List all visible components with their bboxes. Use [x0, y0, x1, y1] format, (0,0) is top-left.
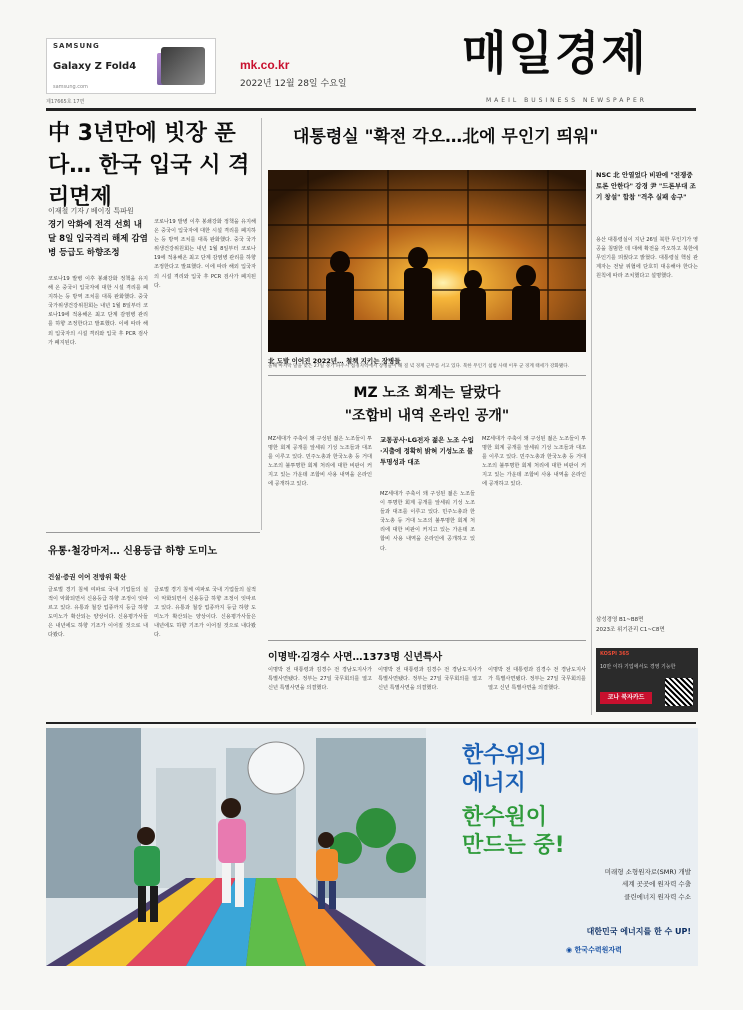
bottom-rule — [46, 722, 696, 724]
phone-image-icon — [161, 47, 205, 85]
photo-caption-title: 北 도발 이어진 2022년… 철책 지키는 장병들 — [268, 357, 401, 365]
khnp-logo[interactable] — [566, 945, 622, 955]
lower-left-body-1: 글로벌 경기 침체 여파로 국내 기업들의 실적이 악화되면서 신용등급 하향 조정이 잇따르고 있다. 유통과 철강 업종까지 등급 하향 도미노가 확산되는 양상이다. 신용평가사들은 내년에도 하향 기조가 이어질 것으로 내다봤다. — [48, 587, 148, 639]
left-story-subhead: 경기 악화에 전격 선회 내달 8일 입국격리 해제 감염병 등급도 하향조정 — [48, 220, 148, 259]
mz-story-headline-2[interactable]: "조합비 내역 온라인 공개" — [344, 408, 510, 424]
lower-left-subhead: 건설·증권 이어 전방위 확산 — [48, 573, 127, 581]
divider — [46, 532, 260, 533]
newspaper-logo: 매일경제 — [462, 26, 648, 80]
ad-photo-svg — [46, 728, 426, 966]
mz-story-body-3: MZ세대가 주축이 돼 구성된 젊은 노조들이 투명한 회계 공개를 앞세워 기성 노조들과 대조를 이루고 있다. 민주노총과 한국노총 등 거대 노조의 불투명한 회계 처리에 대한 비판이 커지고 있는 가운데 조합비 사용 내역을 온라인에 공개하고 있다. — [482, 436, 586, 488]
ad-list — [466, 866, 691, 903]
khnp-logo-text: 한국수력원자력 — [574, 946, 622, 954]
divider — [268, 640, 586, 641]
mz-story-body-1: MZ세대가 주축이 돼 구성된 젊은 노조들이 투명한 회계 공개를 앞세워 기성 노조들과 대조를 이루고 있다. 민주노총과 한국노총 등 거대 노조의 불투명한 회계 처리에 대한 비판이 커지고 있는 가운데 조합비 사용 내역을 온라인에 공개하고 있다. — [268, 436, 372, 488]
khnp-logo-icon: ◉ — [566, 946, 575, 954]
newspaper-logo-sub: MAEIL BUSINESS NEWSPAPER — [486, 97, 647, 104]
lower-center-body-2: 이명박 전 대통령과 김경수 전 경남도지사가 특별사면됐다. 정부는 27일 국무회의를 열고 신년 특별사면을 의결했다. — [378, 667, 482, 692]
section-credits — [596, 615, 698, 636]
samsung-ad[interactable] — [46, 38, 216, 94]
issue-date: 2022년 12월 28일 수요일 — [240, 79, 347, 89]
credit-line-2: 2023조 위기관리 C1~C8면 — [596, 627, 665, 634]
ad-headline-3: 한수원이 — [462, 805, 548, 830]
left-story-body-2: 코로나19 발병 이후 봉쇄강화 정책을 유지해 온 중국이 입국자에 대한 시설 격리를 폐지하는 등 방역 조치를 대폭 완화했다. 중국 국가위생건강위원회는 내년 1월 8일부터 코로나19에 적용해온 최고 단계 감염병 관리를 하향 조정한다고 발표했다. 이에 따라 해외 입국자의 시설 격리와 입국 후 PCR 검사가 폐지된다. — [154, 219, 256, 289]
mz-story-subhead: 교통공사·LG전자 젊은 노조 수입·지출에 정확히 밝혀 기성노조 불투명성과 대조 — [380, 436, 475, 467]
left-story-byline: 이재철 기자 / 베이징 특파원 — [48, 207, 134, 215]
kosdaq-button[interactable]: 코나 북자카드 — [600, 692, 652, 704]
kosdaq-text: 10만 이하 기업에서도 경영 기능한 — [600, 664, 676, 670]
left-story-headline[interactable]: 中 3년만에 빗장 푼다… 한국 입국 시 격리면제 — [48, 121, 250, 210]
sunset-photo-svg — [268, 170, 586, 352]
divider — [261, 118, 262, 530]
photo-caption: 올해 마지막 달을 맞은 27일 경기 파주시 접경지역에서 장병들이 해 질 녘 경계 근무를 서고 있다. 북한 무인기 침범 사태 이후 군 경계 태세가 강화됐다. — [268, 364, 570, 369]
credit-line-1: 삼성경영 B1~B8면 — [596, 617, 644, 623]
site-url[interactable]: mk.co.kr — [240, 58, 290, 72]
lower-center-body-3: 이명박 전 대통령과 김경수 전 경남도지사가 특별사면됐다. 정부는 27일 국무회의를 열고 신년 특별사면을 의결했다. — [488, 667, 586, 692]
divider — [268, 375, 586, 376]
ad-headline-1: 한수위의 — [462, 743, 548, 768]
right-column-body: 용산 대통령실이 지난 26일 북한 무인기가 영공을 침범한 데 대해 확전을 각오하고 북한에 무인기를 띄웠다고 밝혔다. 대통령실 핵심 관계자는 전날 위협에 단호히 대응해야 한다는 원칙에 따라 조치했다고 설명했다. — [596, 237, 698, 280]
ad-list-item: 클린에너지 원자력 수소 — [624, 892, 691, 901]
ad-model: Galaxy Z Fold4 — [53, 61, 137, 72]
lower-center-headline[interactable]: 이명박·김경수 사면…1373명 신년특사 — [268, 652, 443, 663]
center-story-headline[interactable]: 대통령실 "확전 각오…北에 무인기 띄워" — [293, 127, 599, 147]
kosdaq-ad[interactable] — [596, 648, 698, 712]
ad-headline-2: 에너지 — [462, 771, 526, 796]
ad-photo — [46, 728, 426, 966]
left-story-body-1: 코로나19 발병 이후 봉쇄강화 정책을 유지해 온 중국이 입국자에 대한 시설 격리를 폐지하는 등 방역 조치를 대폭 완화했다. 중국 국가위생건강위원회는 내년 1월 8일부터 코로나19에 적용해온 최고 단계 감염병 관리를 하향 조정한다고 발표했다. 이에 따라 해외 입국자의 시설 격리와 입국 후 PCR 검사가 폐지된다. — [48, 276, 148, 346]
border-guard-photo[interactable] — [268, 170, 586, 352]
ad-list-item: 세계 곳곳에 원자력 수출 — [622, 880, 691, 889]
ad-site: samsung.com — [53, 84, 88, 90]
qr-code-icon[interactable] — [665, 678, 693, 706]
masthead-rule — [46, 108, 696, 111]
issue-line: 제17665호 17면 — [46, 99, 85, 105]
mz-story-headline-1[interactable]: MZ 노조 회계는 달랐다 — [353, 385, 501, 401]
ad-headline-4: 만드는 중! — [462, 833, 565, 858]
kosdaq-tag: KOSPI 365 — [600, 651, 630, 657]
ad-brand: SAMSUNG — [53, 42, 100, 50]
divider — [591, 170, 592, 715]
ad-list-item: 미래형 소형원자로(SMR) 개발 — [604, 868, 691, 876]
ad-tagline: 대한민국 에너지를 한 수 UP! — [586, 927, 691, 936]
lower-left-body-2: 글로벌 경기 침체 여파로 국내 기업들의 실적이 악화되면서 신용등급 하향 조정이 잇따르고 있다. 유통과 철강 업종까지 등급 하향 도미노가 확산되는 양상이다. 신용평가사들은 내년에도 하향 기조가 이어질 것으로 내다봤다. — [154, 587, 256, 639]
right-column-subhead: NSC 北 안열었다 비판에 "전쟁중 토론 안한다" 강경 尹 "드론부대 조기 창설" 합참 "격추 실패 송구" — [596, 171, 696, 202]
lower-left-headline[interactable]: 유통·철강마저… 신용등급 하향 도미노 — [48, 546, 218, 557]
mz-story-body-2: MZ세대가 주축이 돼 구성된 젊은 노조들이 투명한 회계 공개를 앞세워 기성 노조들과 대조를 이루고 있다. 민주노총과 한국노총 등 거대 노조의 불투명한 회계 처리에 대한 비판이 커지고 있는 가운데 조합비 사용 내역을 온라인에 공개하고 있다. — [380, 491, 475, 552]
lower-center-body-1: 이명박 전 대통령과 김경수 전 경남도지사가 특별사면됐다. 정부는 27일 국무회의를 열고 신년 특별사면을 의결했다. — [268, 667, 372, 692]
